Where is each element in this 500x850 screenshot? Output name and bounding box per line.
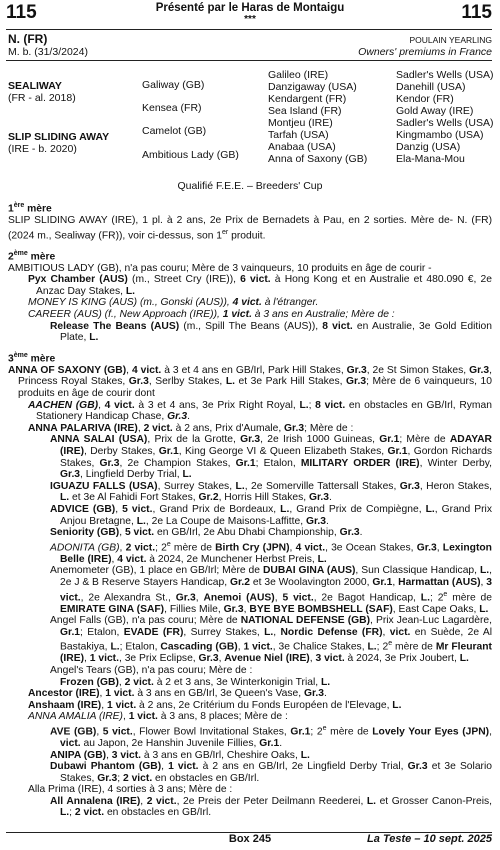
premiums: Owners' premiums in France [358,46,492,58]
pedigree-gen3: Sea Island (FR) [268,105,342,117]
produce-entry: Seniority (GB), 5 vict. en GB/Irl, 2e Abu Dhabi Championship, Gr.3. [50,527,363,539]
pedigree-gen4: Sadler's Wells (USA) [396,69,494,81]
produce-entry: Ancestor (IRE), 1 vict. à 3 ans en GB/Irl, 3e Queen's Vase, Gr.3. [28,688,327,700]
pedigree-gen3: Kendargent (FR) [268,93,347,105]
produce-entry: Alla Prima (IRE), 4 sorties à 3 ans; Mère de : [28,784,233,796]
produce-entry: ANIPA (GB), 3 vict. à 3 ans en GB/Irl, Cheshire Oaks, L. [50,749,310,761]
pedigree-gen4: Danzig (USA) [396,141,461,153]
lot-number-right: 115 [461,2,492,23]
pedigree-gen3: Anabaa (USA) [268,141,336,153]
produce-entry: ANNA SALAI (USA), Prix de la Grotte, Gr.3, 2e Irish 1000 Guineas, Gr.1; Mère de ADAYAR (IRE), Derby Stakes, Gr.1, King George VI & Queen Elizabeth Stakes, Gr.1, Gordon Richards Stakes, Gr.3, 2e Champion Stakes, Gr.1; Etalon, MILITARY ORDER (IRE), Winter Derby, Gr.3, Lingfield Derby Trial, L. [50,434,493,481]
pedigree-gen4: Gold Away (IRE) [396,105,474,117]
family-notes [8,194,492,819]
section-heading-3: 3ème mère [8,351,56,365]
category: POULAIN YEARLING [409,35,492,45]
section-heading-2: 2ème mère [8,249,56,263]
header [0,2,500,32]
pedigree-gen4: Ela-Mana-Mou [396,153,465,165]
produce-entry: Anemometer (GB), 1 place en GB/Irl; Mère de DUBAI GINA (AUS), Sun Classique Handicap, L., 2e J & B Reserve Stayers Handicap, Gr.2 et 3e Woolavington 2000, Gr.1, Harmattan (AUS), 3 vict., 2e Alexandra St., Gr.3, Anemoi (AUS), 5 vict., 2e Bagot Handicap, L.; 2e mère de EMIRATE GINA (SAF), Fillies Mile, Gr.3, BYE BYE BOMBSHELL (SAF), East Cape Oaks, L. [50,565,492,615]
footer [0,833,500,849]
birth-info: M. b. (31/3/2024) [8,46,88,58]
produce-entry: ANNA AMALIA (IRE), 1 vict. à 3 ans, 8 places; Mère de : [28,711,288,723]
produce-entry: All Annalena (IRE), 2 vict., 2e Preis der Peter Deilmann Reederei, L. et Grosser Canon-Preis, L.; 2 vict. en obstacles en GB/Irl. [50,795,492,819]
first-dam-paragraph: SLIP SLIDING AWAY (IRE), 1 pl. à 2 ans, 2e Prix de Bernadets à Pau, en 2 sorties. Mère de- N. (FR) (2024 m., Sealiway (FR)), voir ci-dessus, son 1er produit. [8,215,492,242]
sale-location-date: La Teste – 10 sept. 2025 [367,833,492,845]
produce-entry: Angel Falls (GB), n'a pas couru; Mère de NATIONAL DEFENSE (GB), Prix Jean-Luc Lagardère, Gr.1; Etalon, EVADE (FR), Surrey Stakes, L., Nordic Defense (FR), vict. en Suède, 2e Al Bastakiya, L.; Etalon, Cascading (GB), 1 vict., 3e Chalice Stakes, L.; 2e mère de Mr Fleurant (IRE), 1 vict., 3e Prix Eclipse, Gr.3, Avenue Niel (IRE), 3 vict. à 2024, 3e Prix Joubert, L. [50,615,493,665]
pedigree-gen2: Camelot (GB) [142,125,207,137]
produce-entry: Release The Beans (AUS) (m., Spill The Beans (AUS)), 8 vict. en Australie, 3e Gold Edition Plate, L. [50,320,492,344]
pedigree-gen3: Anna of Saxony (GB) [268,153,368,165]
pedigree-gen4: Danehill (USA) [396,81,466,93]
pedigree-gen4: Kingmambo (USA) [396,129,484,141]
third-dam-paragraph: ANNA OF SAXONY (GB), 4 vict. à 3 et 4 ans en GB/Irl, Park Hill Stakes, Gr.3, 2e St Simon Stakes, Gr.3, Princess Royal Stakes, Gr.3, Serlby Stakes, L. et 3e Park Hill Stakes, Gr.3; Mère de 6 vainqueurs, 10 produits en âge de courir dont [8,364,492,399]
horse-name: N. (FR) [8,32,48,46]
qualification: Qualifié F.E.E. – Breeders' Cup [177,180,323,192]
produce-entry: Pyx Chamber (AUS) (m., Street Cry (IRE)), 6 vict. à Hong Kong et en Australie et 480.090 €, 2e Anzac Day Stakes, L. [28,274,492,297]
dam-name: SLIP SLIDING AWAY [8,131,110,143]
sire-name: SEALIWAY [8,80,62,92]
produce-entry: CAREER (AUS) (f., New Approach (IRE)), 1 vict. à 3 ans en Australie; Mère de : [28,309,395,321]
produce-entry: MONEY IS KING (AUS) (m., Gonski (AUS)), 4 vict. à l'étranger. [28,297,319,309]
presented-by: Présenté par le Haras de Montaigu [155,2,345,14]
pedigree-table [8,68,494,172]
pedigree-gen2: Ambitious Lady (GB) [142,149,239,161]
produce-entry: Frozen (GB), 2 vict. à 2 et 3 ans, 3e Winterkonigin Trial, L. [60,676,331,688]
produce-entry: ANNA PALARIVA (IRE), 2 vict. à 2 ans, Prix d'Aumale, Gr.3; Mère de : [28,422,354,434]
box-number: Box 245 [228,833,272,845]
dam-info: (IRE - b. 2020) [8,143,77,155]
pedigree-gen2: Galiway (GB) [142,79,205,91]
produce-entry: Dubawi Phantom (GB), 1 vict. à 2 ans en GB/Irl, 2e Lingfield Derby Trial, Gr.3 et 3e Solario Stakes, Gr.3; 2 vict. en obstacles en GB/Irl. [50,761,492,784]
pedigree-gen4: Sadler's Wells (USA) [396,117,494,129]
pedigree-gen4: Kendor (FR) [396,93,454,105]
second-dam-paragraph: AMBITIOUS LADY (GB), n'a pas couru; Mère de 3 vainqueurs, 10 produits en âge de courir - [8,262,432,274]
section-heading-1: 1ère mère [8,202,52,215]
produce-entry: AACHEN (GB), 4 vict. à 3 et 4 ans, 3e Prix Right Royal, L.; 8 vict. en obstacles en GB/Irl, Ryman Stationery Handicap Chase, Gr.3. [28,399,492,423]
sire-info: (FR - al. 2018) [8,92,76,104]
pedigree-divider [6,60,492,61]
pedigree-gen3: Montjeu (IRE) [268,117,333,129]
lot-number-left: 115 [6,2,37,23]
produce-entry: Anshaam (IRE), 1 vict. à 2 ans, 2e Critérium du Fonds Européen de l'Elevage, L. [28,699,402,711]
produce-entry: ADVICE (GB), 5 vict., Grand Prix de Bordeaux, L., Grand Prix de Compiègne, L., Grand Prix Anjou Bretagne, L., 2e La Coupe de Maisons-Laffitte, Gr.3. [50,503,492,527]
header-divider [6,29,492,30]
pedigree-gen2: Kensea (FR) [142,102,202,114]
pedigree-gen3: Danzigaway (USA) [268,81,357,93]
produce-entry: AVE (GB), 5 vict., Flower Bowl Invitational Stakes, Gr.1; 2e mère de Lovely Your Eyes (JPN), vict. au Japon, 2e Hanshin Juvenile Fillies, Gr.1. [50,724,492,749]
pedigree-gen3: Galileo (IRE) [268,69,329,81]
produce-entry: Angel's Tears (GB), n'a pas couru; Mère de : [50,664,253,676]
produce-entry: IGUAZU FALLS (USA), Surrey Stakes, L., 2e Somerville Tattersall Stakes, Gr.3, Heron Stakes, L. et 3e Al Fahidi Fort Stakes, Gr.2, Horris Hill Stakes, Gr.3. [50,480,492,504]
produce-entry: ADONITA (GB), 2 vict.; 2e mère de Birth Cry (JPN), 4 vict., 3e Ocean Stakes, Gr.3, Lexington Belle (IRE), 4 vict. à 2024, 2e Munchener Herbst Preis, L. [50,540,492,565]
stars: *** [244,14,256,25]
pedigree-gen3: Tarfah (USA) [268,129,329,141]
